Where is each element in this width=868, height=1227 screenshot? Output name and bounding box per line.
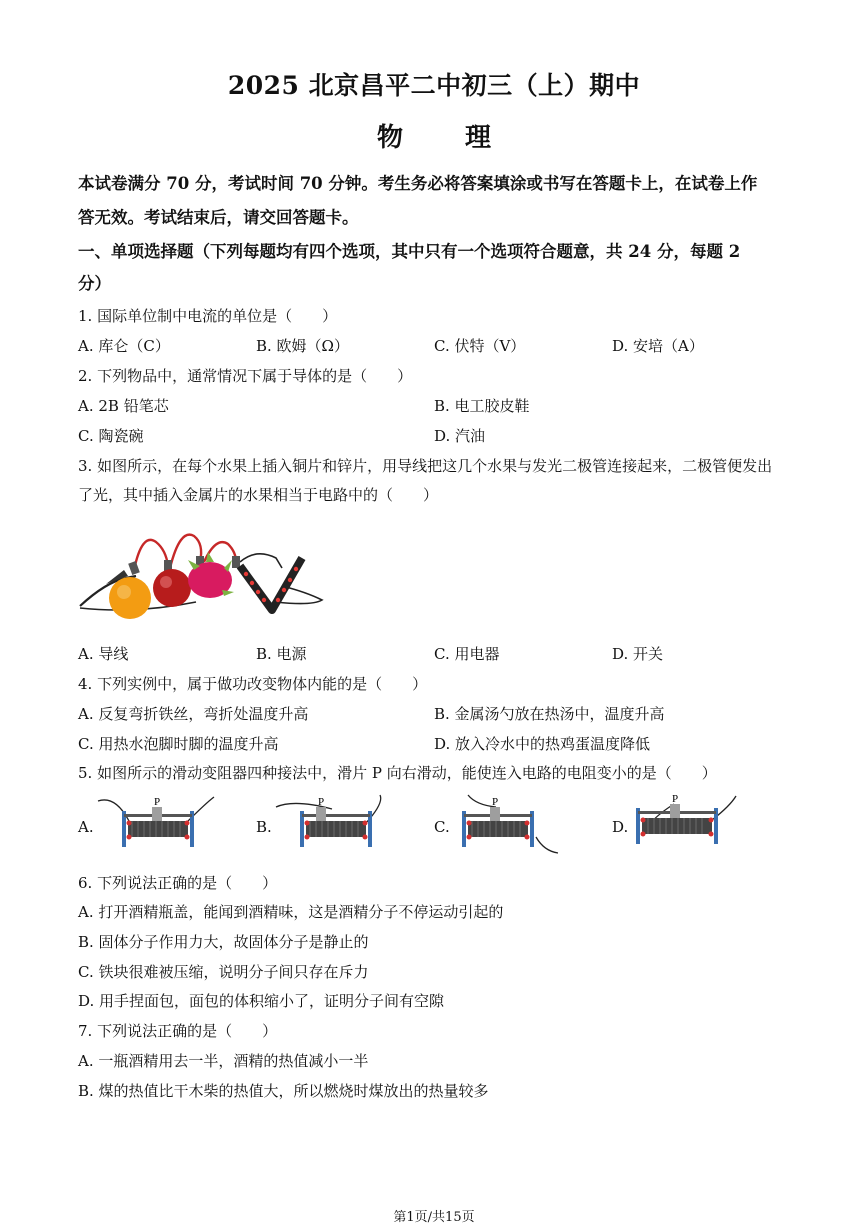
q7-option-a: A. 一瓶酒精用去一半，酒精的热值减小一半 [78, 1052, 369, 1070]
q6-option-d: D. 用手捏面包，面包的体积缩小了，证明分子间有空隙 [78, 992, 445, 1010]
q4-option-d: D. 放入冷水中的热鸡蛋温度降低 [434, 735, 651, 753]
subject-char-1: 物 [376, 123, 403, 153]
rheostat-figure-b [274, 795, 394, 855]
q1-option-a: A. 库仑（C） [78, 337, 170, 355]
question-7-stem: 7. 下列说法正确的是（ ） [78, 1022, 278, 1040]
section-heading-line-1: 一、单项选择题（下列每题均有四个选项，其中只有一个选项符合题意，共 24 分，每题 2 [78, 242, 741, 261]
q3-option-c: C. 用电器 [434, 645, 500, 663]
q1-option-d: D. 安培（A） [612, 337, 704, 355]
slider-label-d: P [672, 793, 679, 805]
q6-option-b: B. 固体分子作用力大，故固体分子是静止的 [78, 933, 369, 951]
q2-option-d: D. 汽油 [434, 427, 486, 445]
question-5-stem: 5. 如图所示的滑动变阻器四种接法中，滑片 P 向右滑动，能使连入电路的电阻变小的是（ ） [78, 764, 717, 782]
q4-option-c: C. 用热水泡脚时脚的温度升高 [78, 735, 279, 753]
question-3-stem-line-1: 3. 如图所示，在每个水果上插入铜片和锌片，用导线把这几个水果与发光二极管连接起来，二极管便发出 [78, 457, 773, 475]
question-1-stem: 1. 国际单位制中电流的单位是（ ） [78, 307, 338, 325]
rheostat-figure-c [446, 795, 566, 857]
rheostat-figure-a [96, 795, 216, 855]
instructions-line-2: 答无效。考试结束后，请交回答题卡。 [78, 208, 359, 227]
q2-option-b: B. 电工胶皮鞋 [434, 397, 530, 415]
rheostat-figure-d [626, 792, 746, 854]
section-heading-line-2: 分） [78, 274, 111, 293]
q7-option-b: B. 煤的热值比干木柴的热值大，所以燃烧时煤放出的热量较多 [78, 1082, 489, 1100]
q1-option-b: B. 欧姆（Ω） [256, 337, 349, 355]
instructions-line-1: 本试卷满分 70 分，考试时间 70 分钟。考生务必将答案填涂或书写在答题卡上，在试卷上作 [78, 174, 758, 193]
slider-label-a: P [154, 796, 161, 808]
subject-title [0, 117, 868, 154]
question-4-stem: 4. 下列实例中，属于做功改变物体内能的是（ ） [78, 675, 428, 693]
q3-option-a: A. 导线 [78, 645, 129, 663]
q5-option-d: D. [612, 818, 629, 836]
q4-option-b: B. 金属汤勺放在热汤中，温度升高 [434, 705, 665, 723]
exam-title: 2025 北京昌平二中初三（上）期中 [227, 71, 641, 100]
q1-option-c: C. 伏特（V） [434, 337, 526, 355]
question-2-stem: 2. 下列物品中，通常情况下属于导体的是（ ） [78, 367, 413, 385]
q3-option-d: D. 开关 [612, 645, 664, 663]
q3-option-b: B. 电源 [256, 645, 307, 663]
question-3-stem-line-2: 了光，其中插入金属片的水果相当于电路中的（ ） [78, 486, 439, 504]
q6-option-a: A. 打开酒精瓶盖，能闻到酒精味，这是酒精分子不停运动引起的 [78, 903, 504, 921]
question-6-stem: 6. 下列说法正确的是（ ） [78, 874, 278, 892]
subject-char-2: 理 [465, 123, 492, 153]
q5-option-b: B. [256, 818, 272, 836]
q5-option-c: C. [434, 818, 450, 836]
page-number: 第1页/共15页 [393, 1210, 475, 1225]
q5-option-a: A. [78, 818, 94, 836]
slider-label-c: P [492, 796, 499, 808]
fruit-battery-figure [76, 522, 328, 622]
q4-option-a: A. 反复弯折铁丝，弯折处温度升高 [78, 705, 309, 723]
q2-option-c: C. 陶瓷碗 [78, 427, 144, 445]
q6-option-c: C. 铁块很难被压缩，说明分子间只存在斥力 [78, 963, 369, 981]
q2-option-a: A. 2B 铅笔芯 [78, 397, 169, 415]
slider-label-b: P [318, 796, 325, 808]
